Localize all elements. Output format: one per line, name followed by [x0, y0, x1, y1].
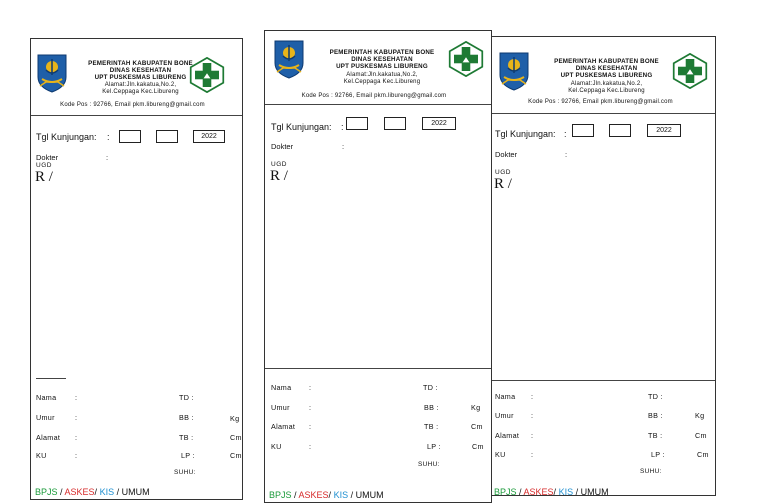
- header-line-4: Alamat:Jln.kakatua,No.2,: [570, 81, 643, 87]
- umur-label: Umur: [495, 411, 514, 420]
- nama-colon: :: [75, 393, 78, 402]
- alamat-label: Alamat: [36, 433, 61, 442]
- payment-type-line: [35, 487, 150, 497]
- visit-year-field[interactable]: 2022: [193, 130, 225, 143]
- doctor-colon: :: [342, 142, 345, 151]
- payment-sep-2: /: [328, 490, 334, 500]
- payment-askes[interactable]: ASKES: [298, 490, 329, 500]
- payment-sep-1: /: [516, 487, 524, 496]
- header-line-1: PEMERINTAH KABUPATEN BONE: [329, 49, 435, 56]
- doctor-label: Dokter: [36, 153, 59, 162]
- rx-symbol: R /: [35, 169, 53, 185]
- doctor-label: Dokter: [495, 150, 518, 159]
- tb-unit: Cm: [695, 431, 707, 440]
- doctor-label: Dokter: [271, 142, 294, 151]
- visit-date-colon: :: [107, 132, 110, 142]
- payment-kis[interactable]: KIS: [333, 490, 349, 500]
- ku-label: KU: [495, 450, 506, 459]
- bb-label: BB :: [648, 411, 663, 420]
- lp-label: LP :: [181, 451, 195, 460]
- payment-sep-1: /: [291, 490, 299, 500]
- header-line-6: Kode Pos : 92766, Email pkm.libureng@gmail.com: [301, 93, 447, 99]
- ku-colon: :: [531, 450, 534, 459]
- bb-label: BB :: [424, 403, 439, 412]
- visit-day-field[interactable]: [572, 124, 594, 137]
- rx-symbol: R /: [270, 168, 288, 184]
- nama-colon: :: [309, 383, 312, 392]
- visit-year-field[interactable]: 2022: [647, 124, 681, 137]
- header-line-4: Alamat:Jln.kakatua,No.2,: [346, 72, 418, 78]
- nama-label: Nama: [36, 393, 57, 402]
- visit-date-colon: :: [564, 129, 567, 139]
- header-divider: [31, 115, 242, 116]
- ku-label: KU: [36, 451, 47, 460]
- puskesmas-green-cross-icon: [448, 41, 484, 77]
- visit-year-field[interactable]: 2022: [422, 117, 456, 130]
- suhu-label: SUHU:: [640, 468, 662, 475]
- alamat-label: Alamat: [271, 422, 296, 431]
- umur-colon: :: [531, 411, 534, 420]
- payment-sep-3-umum[interactable]: / UMUM: [114, 487, 150, 497]
- payment-sep-2: /: [94, 487, 100, 497]
- header-line-6: Kode Pos : 92766, Email pkm.libureng@gmail.com: [528, 99, 673, 105]
- header-divider: [265, 104, 491, 105]
- header-line-6: Kode Pos : 92766, Email pkm.libureng@gmail.com: [60, 102, 205, 108]
- header-line-5: Kel.Ceppaga Kec.Libureng: [102, 89, 179, 95]
- visit-date-label: Tgl Kunjungan:: [495, 129, 556, 139]
- alamat-colon: :: [531, 431, 534, 440]
- alamat-colon: :: [75, 433, 78, 442]
- payment-bpjs[interactable]: BPJS: [494, 487, 517, 496]
- payment-bpjs[interactable]: BPJS: [35, 487, 58, 497]
- footer-divider: [36, 378, 66, 379]
- footer-divider: [265, 368, 491, 369]
- visit-month-field[interactable]: [609, 124, 631, 137]
- card-header: [265, 31, 491, 109]
- tb-label: TB :: [179, 433, 194, 442]
- visit-date-colon: :: [341, 122, 344, 132]
- header-line-4: Alamat:Jln.kakatua,No.2,: [104, 82, 177, 88]
- prescription-card-2: [264, 30, 492, 503]
- payment-sep-3-umum[interactable]: / UMUM: [573, 487, 609, 496]
- lp-unit: Cm: [472, 442, 484, 451]
- ugd-label: UGD: [495, 169, 511, 176]
- lp-label: LP :: [651, 450, 665, 459]
- puskesmas-green-cross-icon: [189, 57, 225, 93]
- lp-unit: Cm: [697, 450, 709, 459]
- doctor-colon: :: [106, 153, 109, 162]
- nama-colon: :: [531, 392, 534, 401]
- header-line-3: UPT PUSKESMAS LIBURENG: [94, 74, 187, 81]
- nama-label: Nama: [271, 383, 292, 392]
- prescription-card-3: [491, 36, 716, 496]
- visit-month-field[interactable]: [384, 117, 406, 130]
- suhu-label: SUHU:: [174, 469, 196, 476]
- header-line-2: DINAS KESEHATAN: [351, 56, 413, 63]
- header-line-1: PEMERINTAH KABUPATEN BONE: [88, 60, 193, 67]
- payment-sep-1: /: [57, 487, 65, 497]
- tb-unit: Cm: [471, 422, 483, 431]
- payment-askes[interactable]: ASKES: [523, 487, 554, 496]
- card-header: [31, 39, 242, 117]
- nama-label: Nama: [495, 392, 516, 401]
- visit-date-label: Tgl Kunjungan:: [36, 132, 97, 142]
- td-label: TD :: [648, 392, 663, 401]
- bb-unit: Kg: [471, 403, 481, 412]
- alamat-label: Alamat: [495, 431, 520, 440]
- header-line-1: PEMERINTAH KABUPATEN BONE: [554, 58, 659, 65]
- header-line-2: DINAS KESEHATAN: [575, 65, 638, 72]
- umur-colon: :: [75, 413, 78, 422]
- payment-kis[interactable]: KIS: [99, 487, 115, 497]
- header-line-5: Kel.Ceppaga Kec.Libureng: [343, 79, 421, 85]
- lp-unit: Cm: [230, 451, 242, 460]
- payment-sep-3-umum[interactable]: / UMUM: [348, 490, 384, 500]
- umur-label: Umur: [271, 403, 290, 412]
- ku-colon: :: [75, 451, 78, 460]
- tb-label: TB :: [424, 422, 439, 431]
- ugd-label: UGD: [36, 162, 52, 169]
- header-line-5: Kel.Ceppaga Kec.Libureng: [568, 88, 645, 94]
- payment-askes[interactable]: ASKES: [64, 487, 95, 497]
- rx-symbol: R /: [494, 176, 512, 192]
- bb-label: BB :: [179, 413, 194, 422]
- payment-bpjs[interactable]: BPJS: [269, 490, 292, 500]
- header-divider: [492, 113, 715, 114]
- umur-label: Umur: [36, 413, 55, 422]
- tb-unit: Cm: [230, 433, 242, 442]
- visit-date-label: Tgl Kunjungan:: [271, 122, 332, 132]
- ku-label: KU: [271, 442, 282, 451]
- doctor-colon: :: [565, 150, 568, 159]
- puskesmas-green-cross-icon: [672, 53, 708, 89]
- td-label: TD :: [179, 393, 194, 402]
- prescription-card-1: [30, 38, 243, 500]
- header-line-3: UPT PUSKESMAS LIBURENG: [336, 63, 428, 70]
- tb-label: TB :: [648, 431, 663, 440]
- payment-type-line: [494, 487, 609, 496]
- ugd-label: UGD: [271, 161, 287, 168]
- lp-label: LP :: [427, 442, 441, 451]
- ku-colon: :: [309, 442, 312, 451]
- header-line-2: DINAS KESEHATAN: [109, 67, 172, 74]
- payment-type-line: [269, 490, 384, 500]
- footer-divider: [492, 380, 715, 381]
- payment-kis[interactable]: KIS: [558, 487, 574, 496]
- payment-sep-2: /: [553, 487, 559, 496]
- bb-unit: Kg: [695, 411, 705, 420]
- td-label: TD :: [423, 383, 438, 392]
- umur-colon: :: [309, 403, 312, 412]
- visit-month-field[interactable]: [156, 130, 178, 143]
- visit-day-field[interactable]: [346, 117, 368, 130]
- header-line-3: UPT PUSKESMAS LIBURENG: [560, 72, 653, 79]
- alamat-colon: :: [309, 422, 312, 431]
- visit-day-field[interactable]: [119, 130, 141, 143]
- bb-unit: Kg: [230, 414, 240, 423]
- card-header: [492, 37, 715, 115]
- suhu-label: SUHU:: [418, 461, 440, 468]
